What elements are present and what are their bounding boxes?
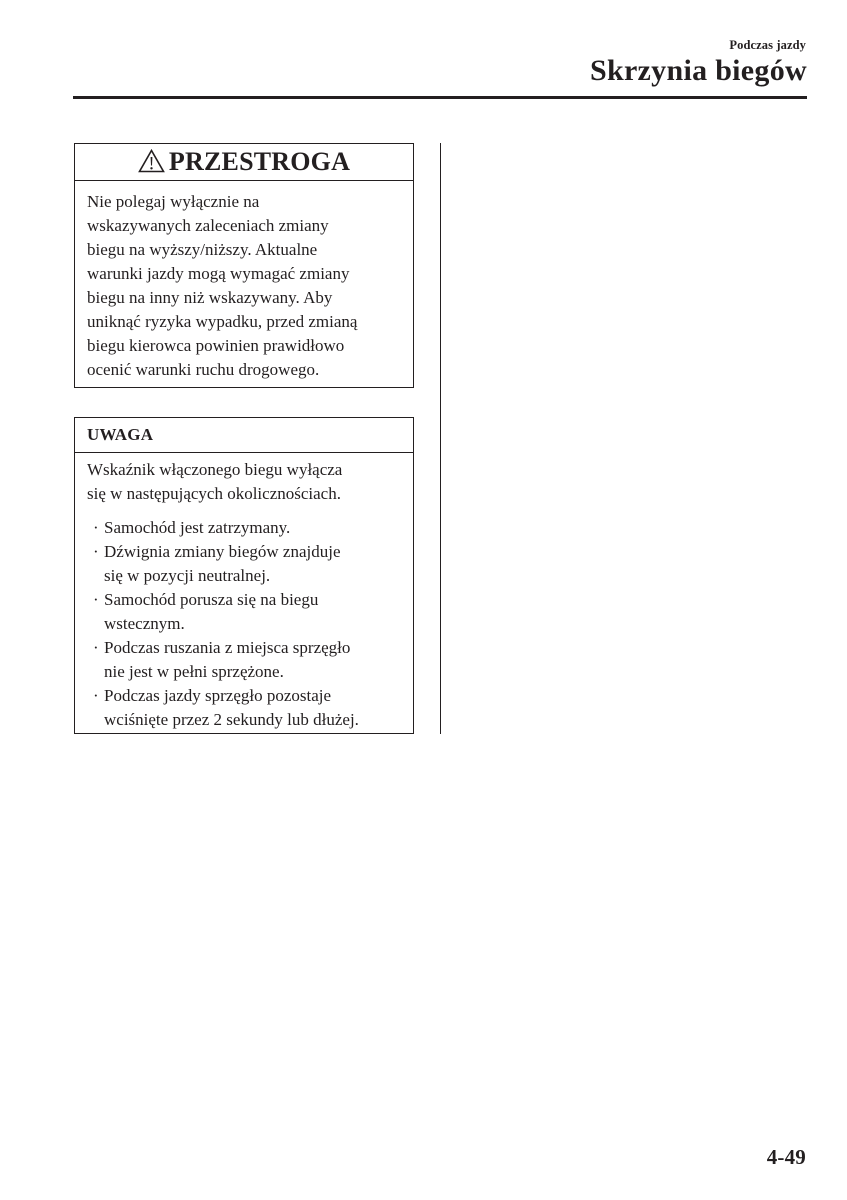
list-item [87,684,401,732]
page-number: 4-49 [766,1145,806,1169]
note-intro-line: się w następujących okolicznościach. [87,484,341,503]
bullet-dot: · [93,638,99,657]
note-intro-line: Wskaźnik włączonego biegu wyłącza [87,460,343,479]
list-item [87,540,401,588]
list-item [87,636,401,684]
list-item [87,516,401,540]
list-item-line: wciśnięte przez 2 sekundy lub dłużej. [104,710,359,729]
caution-line: Nie polegaj wyłącznie na [87,192,260,211]
caution-line: biegu na wyższy/niższy. Aktualne [87,240,318,259]
note-box [74,417,414,734]
caution-line: uniknąć ryzyka wypadku, przed zmianą [87,312,358,331]
list-item-line: Samochód jest zatrzymany. [104,518,291,537]
bullet-dot: · [93,590,99,609]
bullet-dot: · [93,518,99,537]
note-text [75,453,413,732]
warning-triangle-icon [138,149,165,173]
caution-line: biegu kierowca powinien prawidłowo [87,336,345,355]
bullet-dot: · [93,542,99,561]
list-item [87,588,401,636]
list-item-line: Podczas ruszania z miejsca sprzęgło [104,638,351,657]
list-item-line: wstecznym. [104,614,185,633]
caution-line: wskazywanych zaleceniach zmiany [87,216,329,235]
caution-title: PRZESTROGA [168,147,351,176]
page-title: Skrzynia biegów [589,54,807,87]
caution-line: ocenić warunki ruchu drogowego. [87,360,320,379]
list-item-line: Podczas jazdy sprzęgło pozostaje [104,686,332,705]
caution-header [75,144,413,181]
column-divider [440,143,441,734]
note-title: UWAGA [87,425,154,444]
header-rule [73,96,807,99]
caution-line: warunki jazdy mogą wymagać zmiany [87,264,350,283]
caution-box [74,143,414,388]
list-item-line: Dźwignia zmiany biegów znajduje [104,542,341,561]
list-item-line: się w pozycji neutralnej. [104,566,271,585]
caution-text [75,181,413,382]
note-list [87,516,401,732]
caution-line: biegu na inny niż wskazywany. Aby [87,288,333,307]
list-item-line: nie jest w pełni sprzężone. [104,662,284,681]
section-label: Podczas jazdy [729,38,806,52]
note-header [75,418,413,453]
list-item-line: Samochód porusza się na biegu [104,590,319,609]
bullet-dot: · [93,686,99,705]
